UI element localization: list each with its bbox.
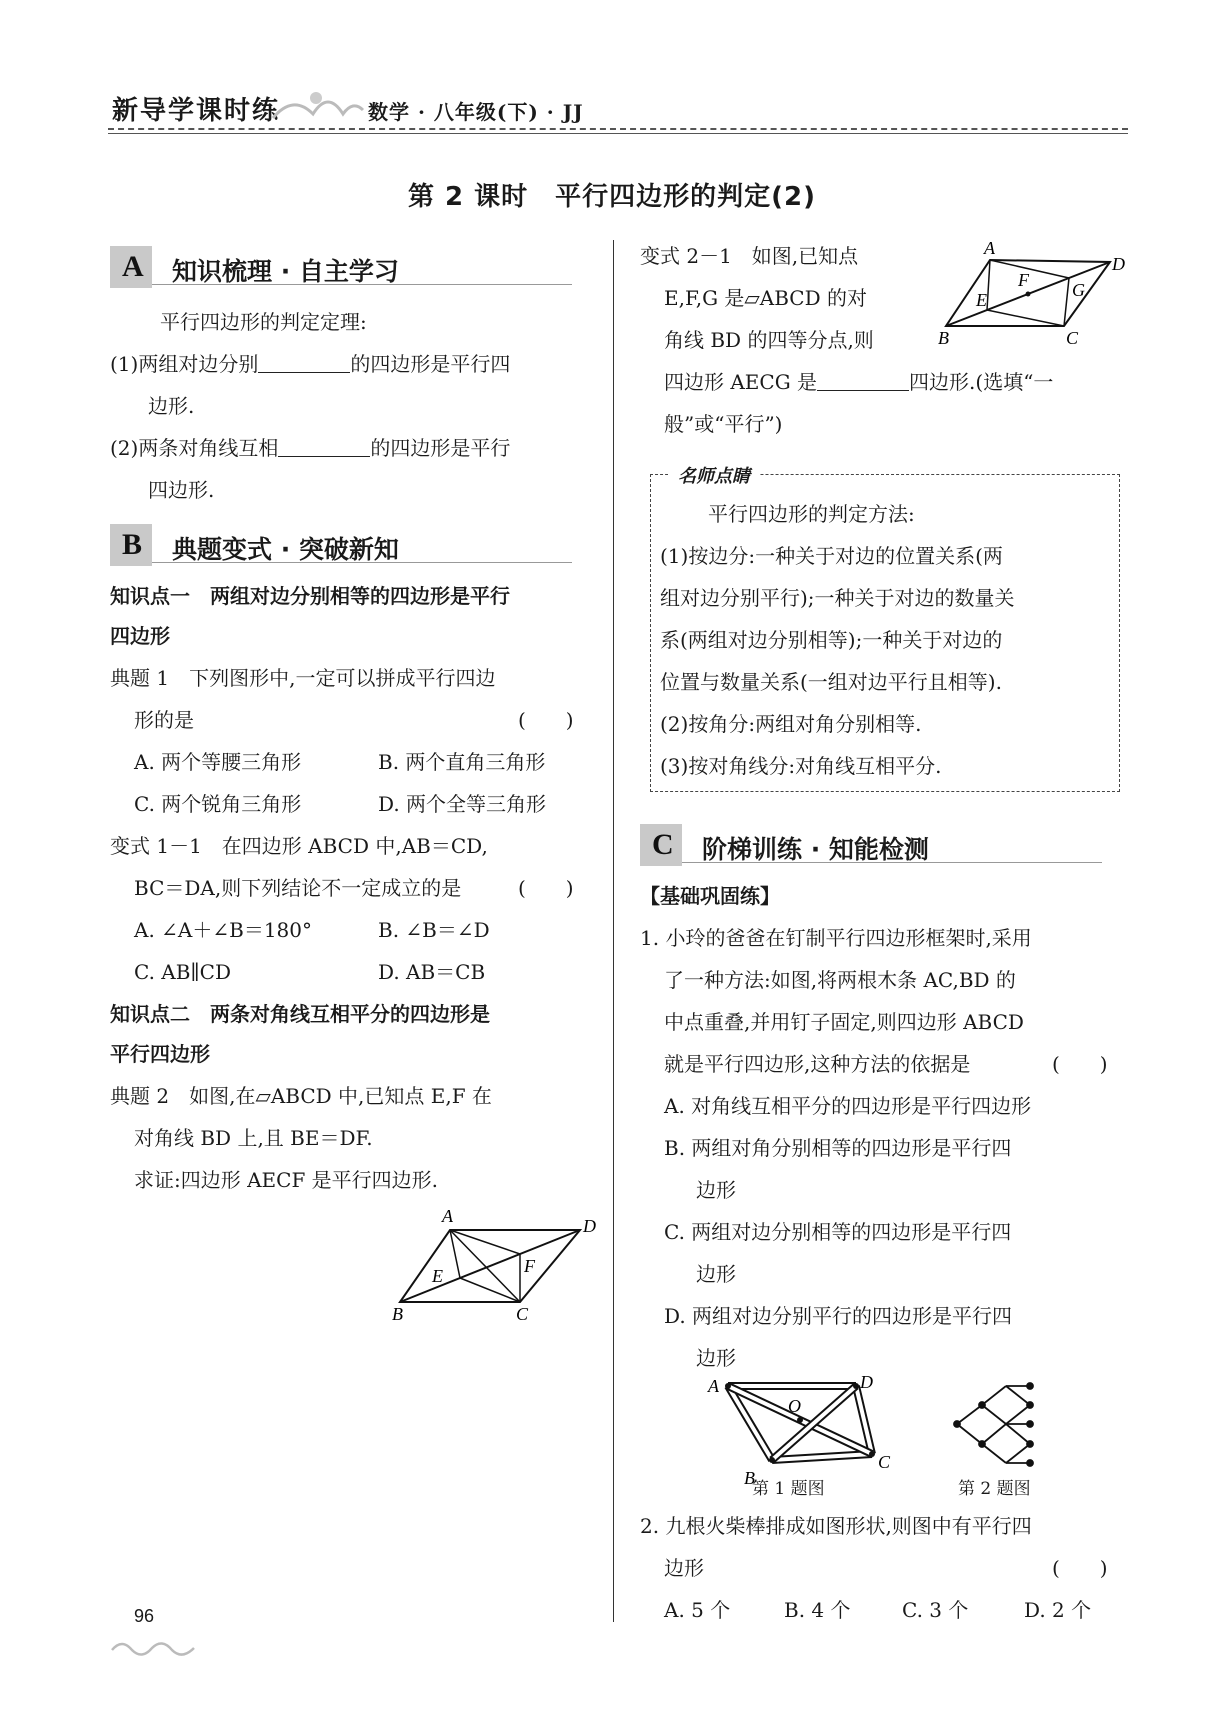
figure-2-caption: 第 2 题图 — [958, 1479, 1031, 1499]
section-c-header: C 阶梯训练 · 知能检测 — [640, 824, 1110, 864]
tip-line: 组对边分别平行);一种关于对边的数量关 — [660, 586, 1015, 610]
question-1-l3: 中点重叠,并用钉子固定,则四边形 ABCD — [664, 1010, 1024, 1034]
option-d-cont: 边形 — [696, 1346, 736, 1370]
svg-text:A: A — [442, 1206, 453, 1226]
option-c-cont: 边形 — [696, 1262, 736, 1286]
option-c[interactable]: C. 两个锐角三角形 — [134, 792, 302, 816]
option-b-cont: 边形 — [696, 1178, 736, 1202]
theorem-1-cont: 边形. — [148, 394, 195, 418]
svg-text:O: O — [788, 1396, 801, 1416]
svg-text:D: D — [860, 1372, 873, 1392]
theorem-intro: 平行四边形的判定定理: — [160, 310, 367, 334]
example-2-proof: 求证:四边形 AECF 是平行四边形. — [134, 1168, 439, 1192]
svg-text:C: C — [1066, 328, 1079, 348]
option-a[interactable]: A. ∠A＋∠B＝180° — [134, 918, 312, 942]
answer-blank[interactable] — [258, 352, 350, 373]
series-brand: 新导学课时练 — [112, 96, 281, 126]
knowledge-point-1: 知识点一 两组对边分别相等的四边形是平行 — [110, 584, 510, 608]
example-1: 典题 1 下列图形中,一定可以拼成平行四边 — [110, 666, 496, 690]
svg-text:A: A — [708, 1376, 719, 1396]
tip-line: 位置与数量关系(一组对边平行且相等). — [660, 670, 1002, 694]
option-d[interactable]: D. AB＝CB — [378, 960, 486, 984]
option-b[interactable]: B. 两个直角三角形 — [378, 750, 546, 774]
option-a[interactable]: A. 两个等腰三角形 — [134, 750, 302, 774]
section-a-header — [110, 246, 580, 286]
option-a[interactable]: A. 5 个 — [664, 1598, 731, 1622]
section-b-header: B 典题变式 · 突破新知 — [110, 524, 580, 564]
svg-text:B: B — [392, 1304, 403, 1324]
option-d[interactable]: D. 2 个 — [1024, 1598, 1092, 1622]
knowledge-point-2-cont: 平行四边形 — [110, 1042, 210, 1066]
question-1: 1. 小玲的爸爸在钉制平行四边形框架时,采用 — [640, 926, 1032, 950]
svg-text:F: F — [524, 1256, 535, 1276]
svg-text:E: E — [976, 290, 987, 310]
svg-text:D: D — [583, 1216, 596, 1236]
figure-1-caption: 第 1 题图 — [752, 1479, 825, 1499]
page-number: 96 — [134, 1606, 155, 1626]
tip-line: (2)按角分:两组对角分别相等. — [660, 712, 922, 736]
option-b[interactable]: B. 4 个 — [784, 1598, 851, 1622]
option-d[interactable]: D. 两个全等三角形 — [378, 792, 547, 816]
option-c[interactable]: C. 两组对边分别相等的四边形是平行四 — [664, 1220, 1012, 1244]
svg-text:C: C — [878, 1452, 891, 1472]
svg-text:D: D — [1112, 254, 1125, 274]
section-b-label: 典题变式 · 突破新知 — [172, 535, 399, 564]
example-1-cont: 形的是 — [134, 708, 194, 732]
answer-paren[interactable]: ( ) — [1052, 1556, 1108, 1580]
answer-paren[interactable]: ( ) — [518, 708, 574, 732]
option-d[interactable]: D. 两组对边分别平行的四边形是平行四 — [664, 1304, 1013, 1328]
example-2: 典题 2 如图,在▱ABCD 中,已知点 E,F 在 — [110, 1084, 492, 1108]
option-c[interactable]: C. 3 个 — [902, 1598, 969, 1622]
option-b[interactable]: B. ∠B＝∠D — [378, 918, 490, 942]
option-a[interactable]: A. 对角线互相平分的四边形是平行四边形 — [664, 1094, 1032, 1118]
variant-2-1-l3: 角线 BD 的四等分点,则 — [664, 328, 874, 352]
svg-text:B: B — [744, 1468, 755, 1488]
variant-2-1-l5: 般”或“平行”) — [664, 412, 783, 436]
page-title: 第 2 课时 平行四边形的判定(2) — [407, 182, 817, 212]
variant-2-1-l2: E,F,G 是▱ABCD 的对 — [664, 286, 867, 310]
option-b[interactable]: B. 两组对角分别相等的四边形是平行四 — [664, 1136, 1012, 1160]
section-c-label: 阶梯训练 · 知能检测 — [702, 835, 929, 864]
teacher-tip-title: 名师点睛 — [668, 462, 760, 488]
theorem-2: (2)两条对角线互相 的四边形是平行 — [110, 436, 511, 460]
answer-paren[interactable]: ( ) — [518, 876, 574, 900]
footer-ornament-icon — [108, 1636, 198, 1660]
section-a-label: 知识梳理 · 自主学习 — [172, 257, 399, 286]
section-letter-box: A — [110, 246, 152, 288]
variant-2-1: 变式 2－1 如图,已知点 — [640, 244, 859, 268]
column-divider — [613, 240, 614, 1622]
tip-line: 系(两组对边分别相等);一种关于对边的 — [660, 628, 1003, 652]
svg-text:F: F — [1018, 270, 1029, 290]
parallelogram-figure-variant-2-1 — [938, 238, 1125, 350]
header-rule-thin — [108, 133, 1128, 134]
tip-line: 平行四边形的判定方法: — [708, 502, 915, 526]
tip-line: (1)按边分:一种关于对边的位置关系(两 — [660, 544, 1003, 568]
theorem-1: (1)两组对边分别 的四边形是平行四 — [110, 352, 511, 376]
question-1-l4: 就是平行四边形,这种方法的依据是 — [664, 1052, 971, 1076]
svg-text:E: E — [432, 1266, 443, 1286]
question-2: 2. 九根火柴棒排成如图形状,则图中有平行四 — [640, 1514, 1032, 1538]
matchstick-figure — [952, 1378, 1052, 1474]
answer-blank[interactable] — [817, 370, 909, 391]
wood-frame-figure — [706, 1374, 896, 1490]
svg-text:G: G — [1072, 280, 1085, 300]
answer-blank[interactable] — [278, 436, 370, 457]
svg-text:B: B — [938, 328, 949, 348]
question-2-l2: 边形 — [664, 1556, 704, 1580]
variant-1-1: 变式 1－1 在四边形 ABCD 中,AB＝CD, — [110, 834, 488, 858]
svg-text:C: C — [516, 1304, 529, 1324]
subject-grade: 数学 · 八年级(下) · JJ — [368, 100, 584, 124]
svg-text:A: A — [984, 238, 995, 258]
subsection-basic: 【基础巩固练】 — [640, 884, 780, 908]
theorem-2-cont: 四边形. — [148, 478, 215, 502]
knowledge-point-2: 知识点二 两条对角线互相平分的四边形是 — [110, 1002, 490, 1026]
question-1-l2: 了一种方法:如图,将两根木条 AC,BD 的 — [664, 968, 1016, 992]
variant-2-1-l4: 四边形 AECG 是 四边形.(选填“一 — [664, 370, 1054, 394]
option-c[interactable]: C. AB∥CD — [134, 960, 232, 984]
tip-line: (3)按对角线分:对角线互相平分. — [660, 754, 942, 778]
example-2-cont: 对角线 BD 上,且 BE＝DF. — [134, 1126, 373, 1150]
header-rule — [108, 128, 1128, 130]
parallelogram-figure-example-2 — [390, 1200, 600, 1324]
knowledge-point-1-cont: 四边形 — [110, 624, 170, 648]
header-ornament-icon — [268, 84, 368, 124]
variant-1-1-cont: BC＝DA,则下列结论不一定成立的是 — [134, 876, 462, 900]
answer-paren[interactable]: ( ) — [1052, 1052, 1108, 1076]
